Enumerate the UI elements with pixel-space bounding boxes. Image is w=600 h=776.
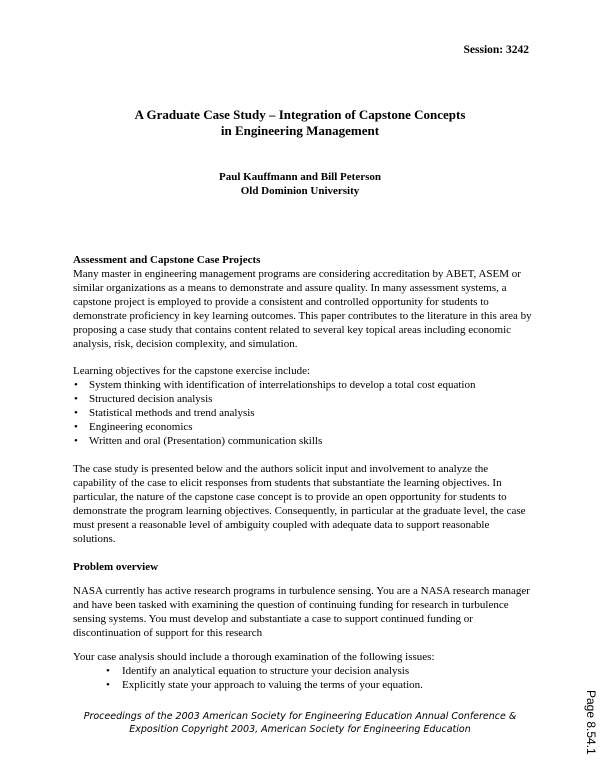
objectives-list — [73, 378, 533, 448]
section-heading-problem: Problem overview — [73, 561, 159, 573]
footer-line-2: Exposition Copyright 2003, American Society for Engineering Education — [129, 723, 471, 735]
author-block — [0, 170, 600, 198]
title-line-2: in Engineering Management — [220, 122, 380, 138]
page-label-text: Page 8.54.1 — [584, 690, 598, 755]
author-affiliation: Old Dominion University — [240, 185, 360, 197]
problem-overview-section — [73, 560, 533, 692]
paper-title — [0, 107, 600, 138]
list-item: • System thinking with identification of interrelationships to develop a total cost equation — [73, 378, 533, 392]
case-study-paragraph — [73, 462, 533, 546]
issues-list — [105, 664, 533, 692]
problem-paragraph: NASA currently has active research programs in turbulence sensing. You are a NASA research manager and have been tasked with examining the question of continuing funding for research in turbulence sensing systems. You must develop and substantiate a case to support continued funding or discontinuation of support for this research — [73, 585, 530, 639]
list-item: • Statistical methods and trend analysis — [73, 406, 533, 420]
list-item: • Structured decision analysis — [73, 392, 533, 406]
title-line-1: A Graduate Case Study – Integration of Capstone Concepts — [134, 107, 466, 122]
assessment-section — [73, 253, 533, 351]
list-item: • Engineering economics — [73, 420, 533, 434]
objectives-intro: Learning objectives for the capstone exercise include: — [73, 365, 311, 377]
list-item: • Identify an analytical equation to structure your decision analysis — [105, 664, 533, 678]
objectives-section — [73, 364, 533, 448]
section-heading-assessment: Assessment and Capstone Case Projects — [73, 254, 261, 266]
case-study-text: The case study is presented below and the authors solicit input and involvement to analyze the capability of the case to elicit responses from students that substantiate the learning objectives. In particular, the nature of the capstone case concept is to provide an open opportunity for students to demonstrate the program learning objectives. Consequently, in particular at the graduate level, the case must present a reasonable level of ambiguity coupled with adequate data to support reasonable solutions. — [73, 463, 526, 545]
proceedings-footer — [0, 711, 600, 736]
author-names: Paul Kauffmann and Bill Peterson — [219, 171, 381, 183]
assessment-paragraph: Many master in engineering management programs are considering accreditation by ABET, ASEM or similar organizations as a means to demonstrate and assure quality. In many assessment systems, a capstone project is employed to provide a consistent and controlled opportunity for students to demonstrate proficiency in key learning outcomes. This paper contributes to the literature in this area by proposing a case study that contains content related to several key topical areas including economic analysis, risk, decision complexity, and simulation. — [73, 268, 532, 350]
list-item: • Explicitly state your approach to valuing the terms of your equation. — [105, 678, 533, 692]
footer-line-1: Proceedings of the 2003 American Society for Engineering Education Annual Conference & — [83, 711, 517, 722]
page-label — [578, 690, 598, 760]
list-item: • Written and oral (Presentation) communication skills — [73, 434, 533, 448]
session-number: Session: 3242 — [463, 44, 529, 56]
issues-intro: Your case analysis should include a thorough examination of the following issues: — [73, 651, 435, 663]
